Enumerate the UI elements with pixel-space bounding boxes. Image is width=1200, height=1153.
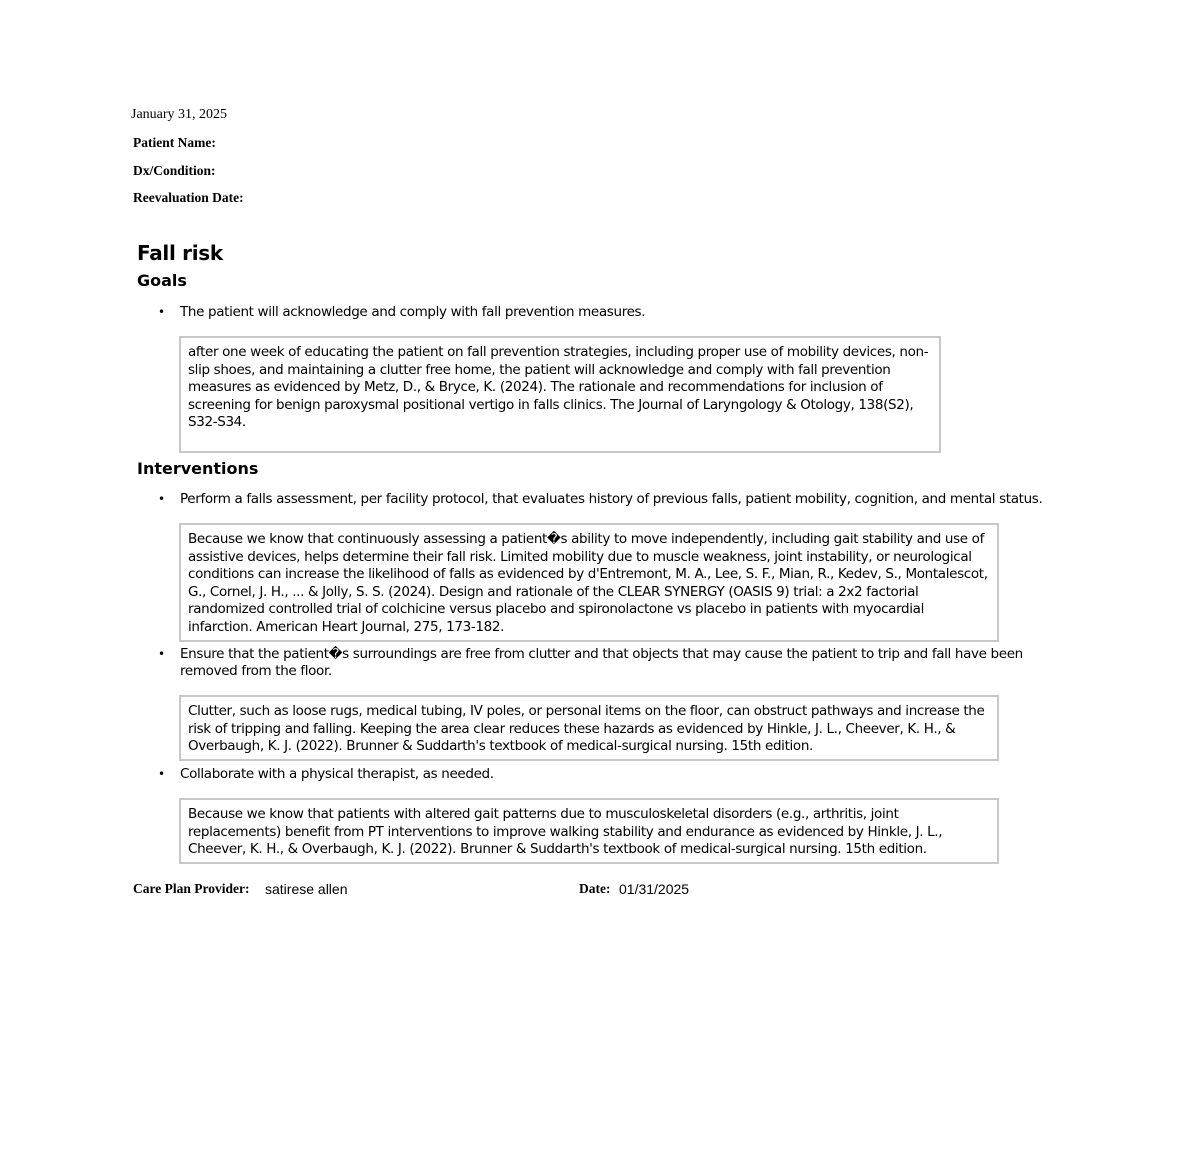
dx-condition-label: Dx/Condition: [133,163,216,178]
footer-date-value: 01/31/2025 [619,881,690,897]
bullet-icon: • [158,647,165,661]
intervention-text: Perform a falls assessment, per facility protocol, that evaluates history of previous falls, patient mobility, cognition, and mental status. [180,491,1043,507]
intervention-rationale-box: Clutter, such as loose rugs, medical tubing, IV poles, or personal items on the floor, can obstruct pathways and increase the risk of tripping and falling. Keeping the area clear reduces these hazards as evidenced by Hinkle, J. L., Cheever, K. H., & Overbaugh, K. J. (2022). Brunner & Suddarth's textbook of medical-surgical nursing. 15th edition. [179,695,999,761]
bullet-icon: • [158,767,165,781]
footer-date-label: Date: [579,881,611,896]
intervention-rationale-box: Because we know that patients with altered gait patterns due to musculoskeletal disorders (e.g., arthritis, joint replacements) benefit from PT interventions to improve walking stability and endurance as evidenced by Hinkle, J. L., Cheever, K. H., & Overbaugh, K. J. (2022). Brunner & Suddarth's textbook of medical-surgical nursing. 15th edition. [179,798,999,864]
bullet-icon: • [158,305,165,319]
goal-text: The patient will acknowledge and comply with fall prevention measures. [180,304,646,320]
care-plan-provider-label: Care Plan Provider: [133,881,250,896]
bullet-icon: • [158,492,165,506]
section-title: Fall risk [137,241,223,265]
intervention-rationale-box: Because we know that continuously assessing a patient�s ability to move independently, including gait stability and use of assistive devices, helps determine their fall risk. Limited mobility due to muscle weakness, joint instability, or neurological conditions can increase the likelihood of falls as evidenced by d'Entremont, M. A., Lee, S. F., Mian, R., Kedev, S., Montalescot, G., Cornel, J. H., ... & Jolly, S. S. (2024). Design and rationale of the CLEAR SYNERGY (OASIS 9) trial: a 2x2 factorial randomized controlled trial of colchicine versus placebo and spironolactone vs placebo in patients with myocardial infarction. American Heart Journal, 275, 173-182. [179,523,999,642]
intervention-text: Ensure that the patient�s surroundings are free from clutter and that objects that may cause the patient to trip and fall have been removed from the floor. [180,646,1023,679]
care-plan-provider-value: satirese allen [265,881,348,897]
document-date: January 31, 2025 [131,107,228,122]
reevaluation-date-label: Reevaluation Date: [133,190,244,205]
goal-rationale-box: after one week of educating the patient on fall prevention strategies, including proper use of mobility devices, non-slip shoes, and maintaining a clutter free home, the patient will acknowledge and comply with fall prevention measures as evidenced by Metz, D., & Bryce, K. (2024). The rationale and recommendations for inclusion of screening for benign paroxysmal positional vertigo in falls clinics. The Journal of Laryngology & Otology, 138(S2), S32-S34. [179,336,941,453]
intervention-text: Collaborate with a physical therapist, as needed. [180,766,494,782]
patient-name-label: Patient Name: [133,135,216,150]
interventions-heading: Interventions [137,459,259,478]
goals-heading: Goals [137,271,187,290]
